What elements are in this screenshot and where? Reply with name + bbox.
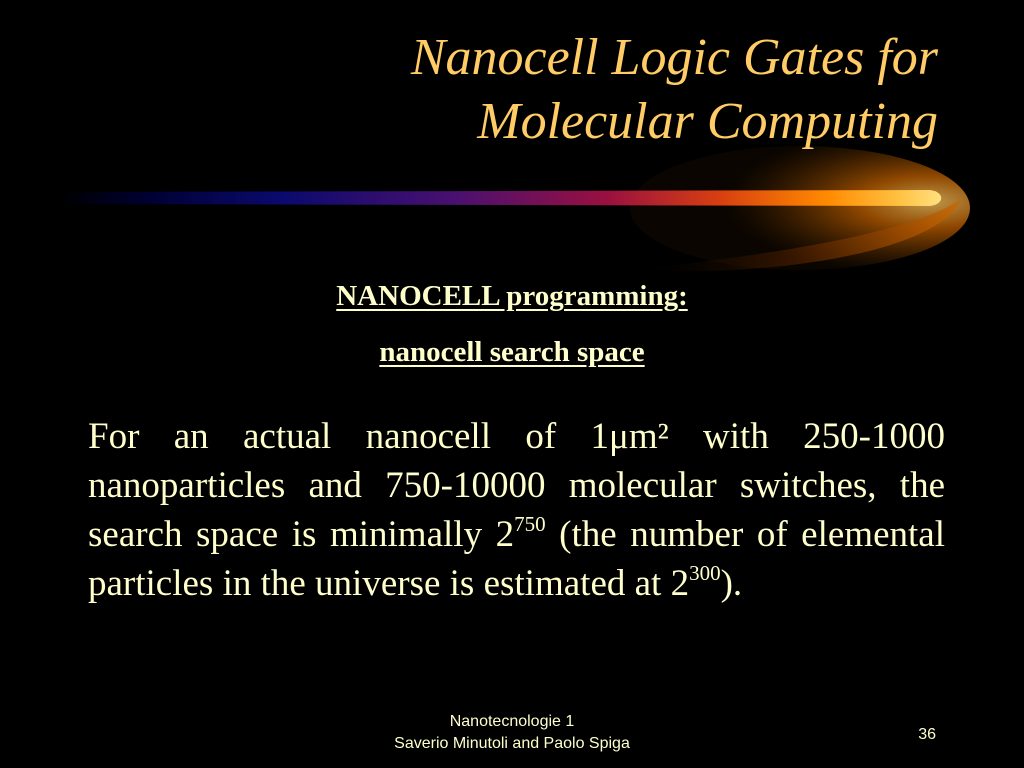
page-number: 36 bbox=[918, 726, 936, 743]
slide-title bbox=[138, 26, 938, 154]
title-line-2: Molecular Computing bbox=[477, 93, 938, 150]
footer-authors: Saverio Minutoli and Paolo Spiga bbox=[394, 735, 630, 752]
footer bbox=[0, 711, 1024, 755]
subtitle-line-1: NANOCELL programming: bbox=[336, 280, 688, 312]
body-text-part-2: m² with 250-1000 nanoparticles and 750-10000 molecular switches, the search space is minimally 2 bbox=[88, 416, 945, 555]
subtitle-line-2: nanocell search space bbox=[379, 336, 645, 368]
comet-decoration bbox=[0, 140, 1024, 280]
body-paragraph bbox=[88, 412, 945, 608]
body-text-part-3: (the number of elemental particles in the universe is estimated at 2 bbox=[88, 514, 945, 604]
body-text-part-1: For an actual nanocell of 1 bbox=[88, 416, 609, 457]
exponent-300: 300 bbox=[689, 561, 721, 585]
footer-course: Nanotecnologie 1 bbox=[449, 713, 575, 730]
title-line-1: Nanocell Logic Gates for bbox=[410, 29, 938, 86]
exponent-750: 750 bbox=[514, 512, 546, 536]
body-text-part-4: ). bbox=[720, 563, 743, 604]
mu-symbol: μ bbox=[609, 416, 629, 457]
